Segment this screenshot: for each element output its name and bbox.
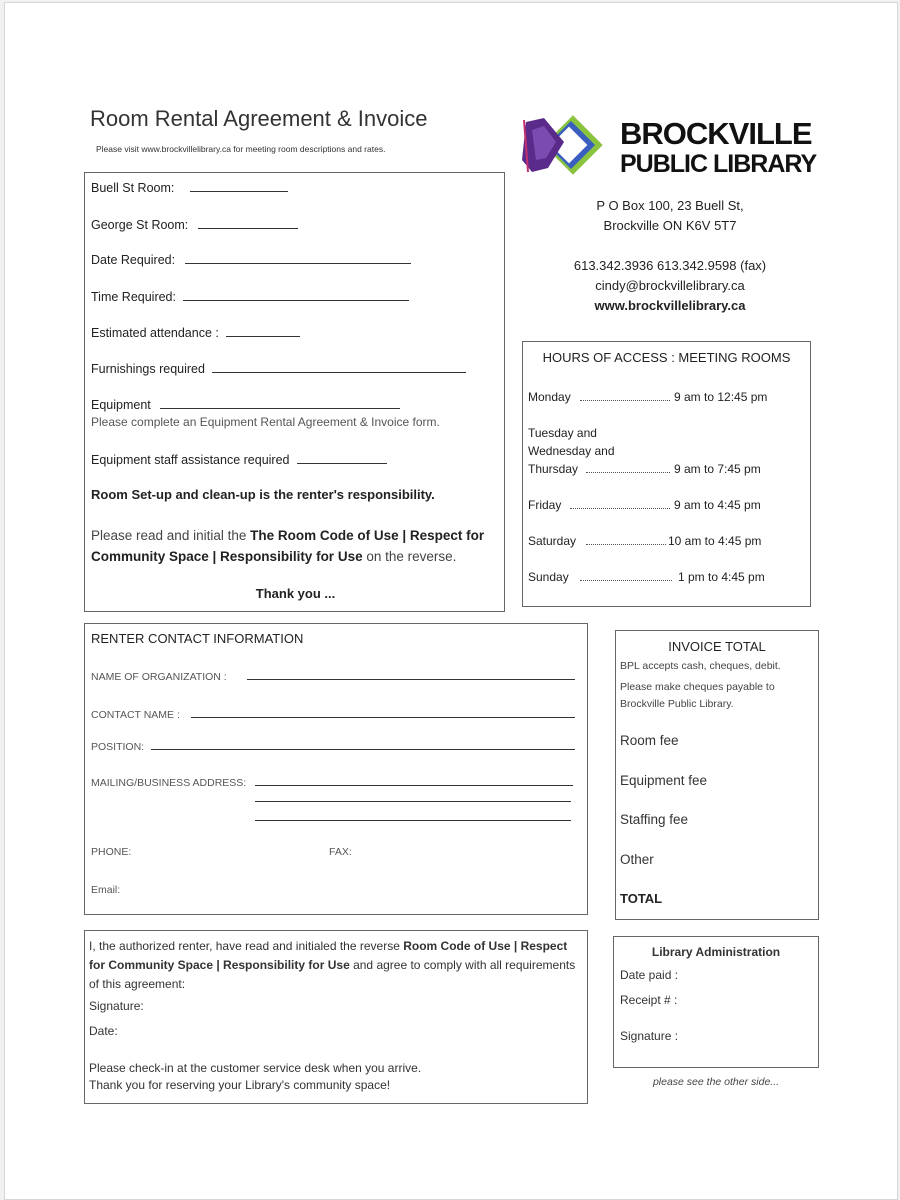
checkin-note: Please check-in at the customer service desk when you arrive. [89,1061,422,1075]
equipment-note: Please complete an Equipment Rental Agreement & Invoice form. [91,415,440,429]
total-label: TOTAL [620,891,663,906]
read-note-post: on the reverse. [362,549,457,564]
agreement-date[interactable]: Date: [89,1024,118,1038]
date-field[interactable] [91,252,411,267]
contact-email: cindy@brockvillelibrary.ca [595,278,745,293]
library-admin-box [613,936,819,1068]
time-label: Time Required: [91,290,176,304]
date-paid-label[interactable]: Date paid : [620,968,679,982]
phone-fax: 613.342.3936 613.342.9598 (fax) [573,258,767,273]
renter-contact-box [84,623,588,915]
org-field[interactable] [91,667,581,681]
staff-label: Equipment staff assistance required [91,453,290,467]
monday-hours: 9 am to 12:45 pm [674,390,768,404]
tuesday-label: Tuesday and [528,426,597,440]
thank-you-text: Thank you ... [255,586,336,601]
equipment-field[interactable] [91,397,400,412]
booking-box [84,172,505,612]
contact-block [520,196,820,316]
position-label: POSITION: [91,741,145,753]
position-field[interactable] [91,737,581,751]
page-subtitle: Please visit www.brockvillelibrary.ca for meeting room descriptions and rates. [96,144,386,154]
agreement-pre: I, the authorized renter, have read and initialed the reverse [89,939,404,953]
address-line-1: P O Box 100, 23 Buell St, [596,198,744,213]
address-line-2-field[interactable] [255,801,571,802]
invoice-title: INVOICE TOTAL [668,639,766,654]
read-note-pre: Please read and initial the [91,528,251,543]
hours-monday [528,388,808,406]
fax-label[interactable]: FAX: [329,846,352,858]
logo-line-2: PUBLIC LIBRARY [620,150,817,178]
hours-sunday [528,568,808,586]
address-line-3-field[interactable] [255,820,571,821]
reserve-thanks: Thank you for reserving your Library's community space! [89,1078,391,1092]
attendance-label: Estimated attendance : [91,326,219,340]
hours-tue-thu [528,424,808,478]
agreement-signature[interactable]: Signature: [89,999,144,1013]
page-title: Room Rental Agreement & Invoice [90,106,428,131]
hours-saturday [528,532,808,550]
address-field[interactable] [91,773,581,787]
george-room-field[interactable] [91,217,298,232]
equipment-label: Equipment [91,398,151,412]
thursday-label: Thursday [528,462,579,476]
logo-line-1: BROCKVILLE [620,116,812,151]
library-logo [518,112,818,184]
setup-note: Room Set-up and clean-up is the renter's responsibility. [91,487,435,502]
time-field[interactable] [91,289,409,304]
address-line-2: Brockville ON K6V 5T7 [603,218,737,233]
saturday-label: Saturday [528,534,577,548]
phone-label[interactable]: PHONE: [91,846,132,858]
org-label: NAME OF ORGANIZATION : [91,671,227,683]
buell-room-field[interactable] [91,180,288,195]
invoice-payable: Please make cheques payable to Brockville Public Library. [620,681,775,710]
buell-room-label: Buell St Room: [91,181,175,195]
furnishings-field[interactable] [91,361,466,376]
wednesday-label: Wednesday and [528,444,615,458]
agreement-post: and agree to comply with all requirements of this agreement: [89,958,576,991]
sunday-label: Sunday [528,570,569,584]
saturday-hours: 10 am to 4:45 pm [668,534,762,548]
receipt-label[interactable]: Receipt # : [620,993,678,1007]
read-note [91,525,501,567]
contact-name-field[interactable] [91,705,581,719]
contact-website: www.brockvillelibrary.ca [594,298,746,313]
attendance-field[interactable] [91,325,300,340]
address-label: MAILING/BUSINESS ADDRESS: [91,777,247,789]
admin-signature-label[interactable]: Signature : [620,1029,679,1043]
agreement-bold: Room Code of Use | Respect for Community Space | Responsibility for Use [89,939,568,972]
equipment-fee-label: Equipment fee [620,773,708,788]
staffing-fee-label: Staffing fee [620,812,689,827]
contact-name-label: CONTACT NAME : [91,709,180,721]
hours-friday [528,496,808,514]
friday-label: Friday [528,498,562,512]
hours-box [522,341,811,607]
friday-hours: 9 am to 4:45 pm [674,498,761,512]
renter-title: RENTER CONTACT INFORMATION [91,631,304,646]
tue-thu-hours: 9 am to 7:45 pm [674,462,761,476]
george-room-label: George St Room: [91,218,189,232]
read-note-bold: The Room Code of Use | Respect for Community Space | Responsibility for Use [91,528,485,564]
room-fee-label: Room fee [620,733,679,748]
agreement-text [89,937,583,994]
invoice-accepts: BPL accepts cash, cheques, debit. [620,660,781,672]
staff-field[interactable] [91,452,387,467]
other-fee-label: Other [620,852,654,867]
monday-label: Monday [528,390,571,404]
hours-title: HOURS OF ACCESS : MEETING ROOMS [542,350,791,365]
agreement-box [84,930,588,1104]
invoice-box [615,630,819,920]
sunday-hours: 1 pm to 4:45 pm [678,570,765,584]
library-logo-icon [518,112,618,184]
other-side-note: please see the other side... [652,1076,780,1088]
email-label[interactable]: Email: [91,884,121,896]
furnishings-label: Furnishings required [91,362,205,376]
date-label: Date Required: [91,253,176,267]
admin-title: Library Administration [651,945,781,959]
